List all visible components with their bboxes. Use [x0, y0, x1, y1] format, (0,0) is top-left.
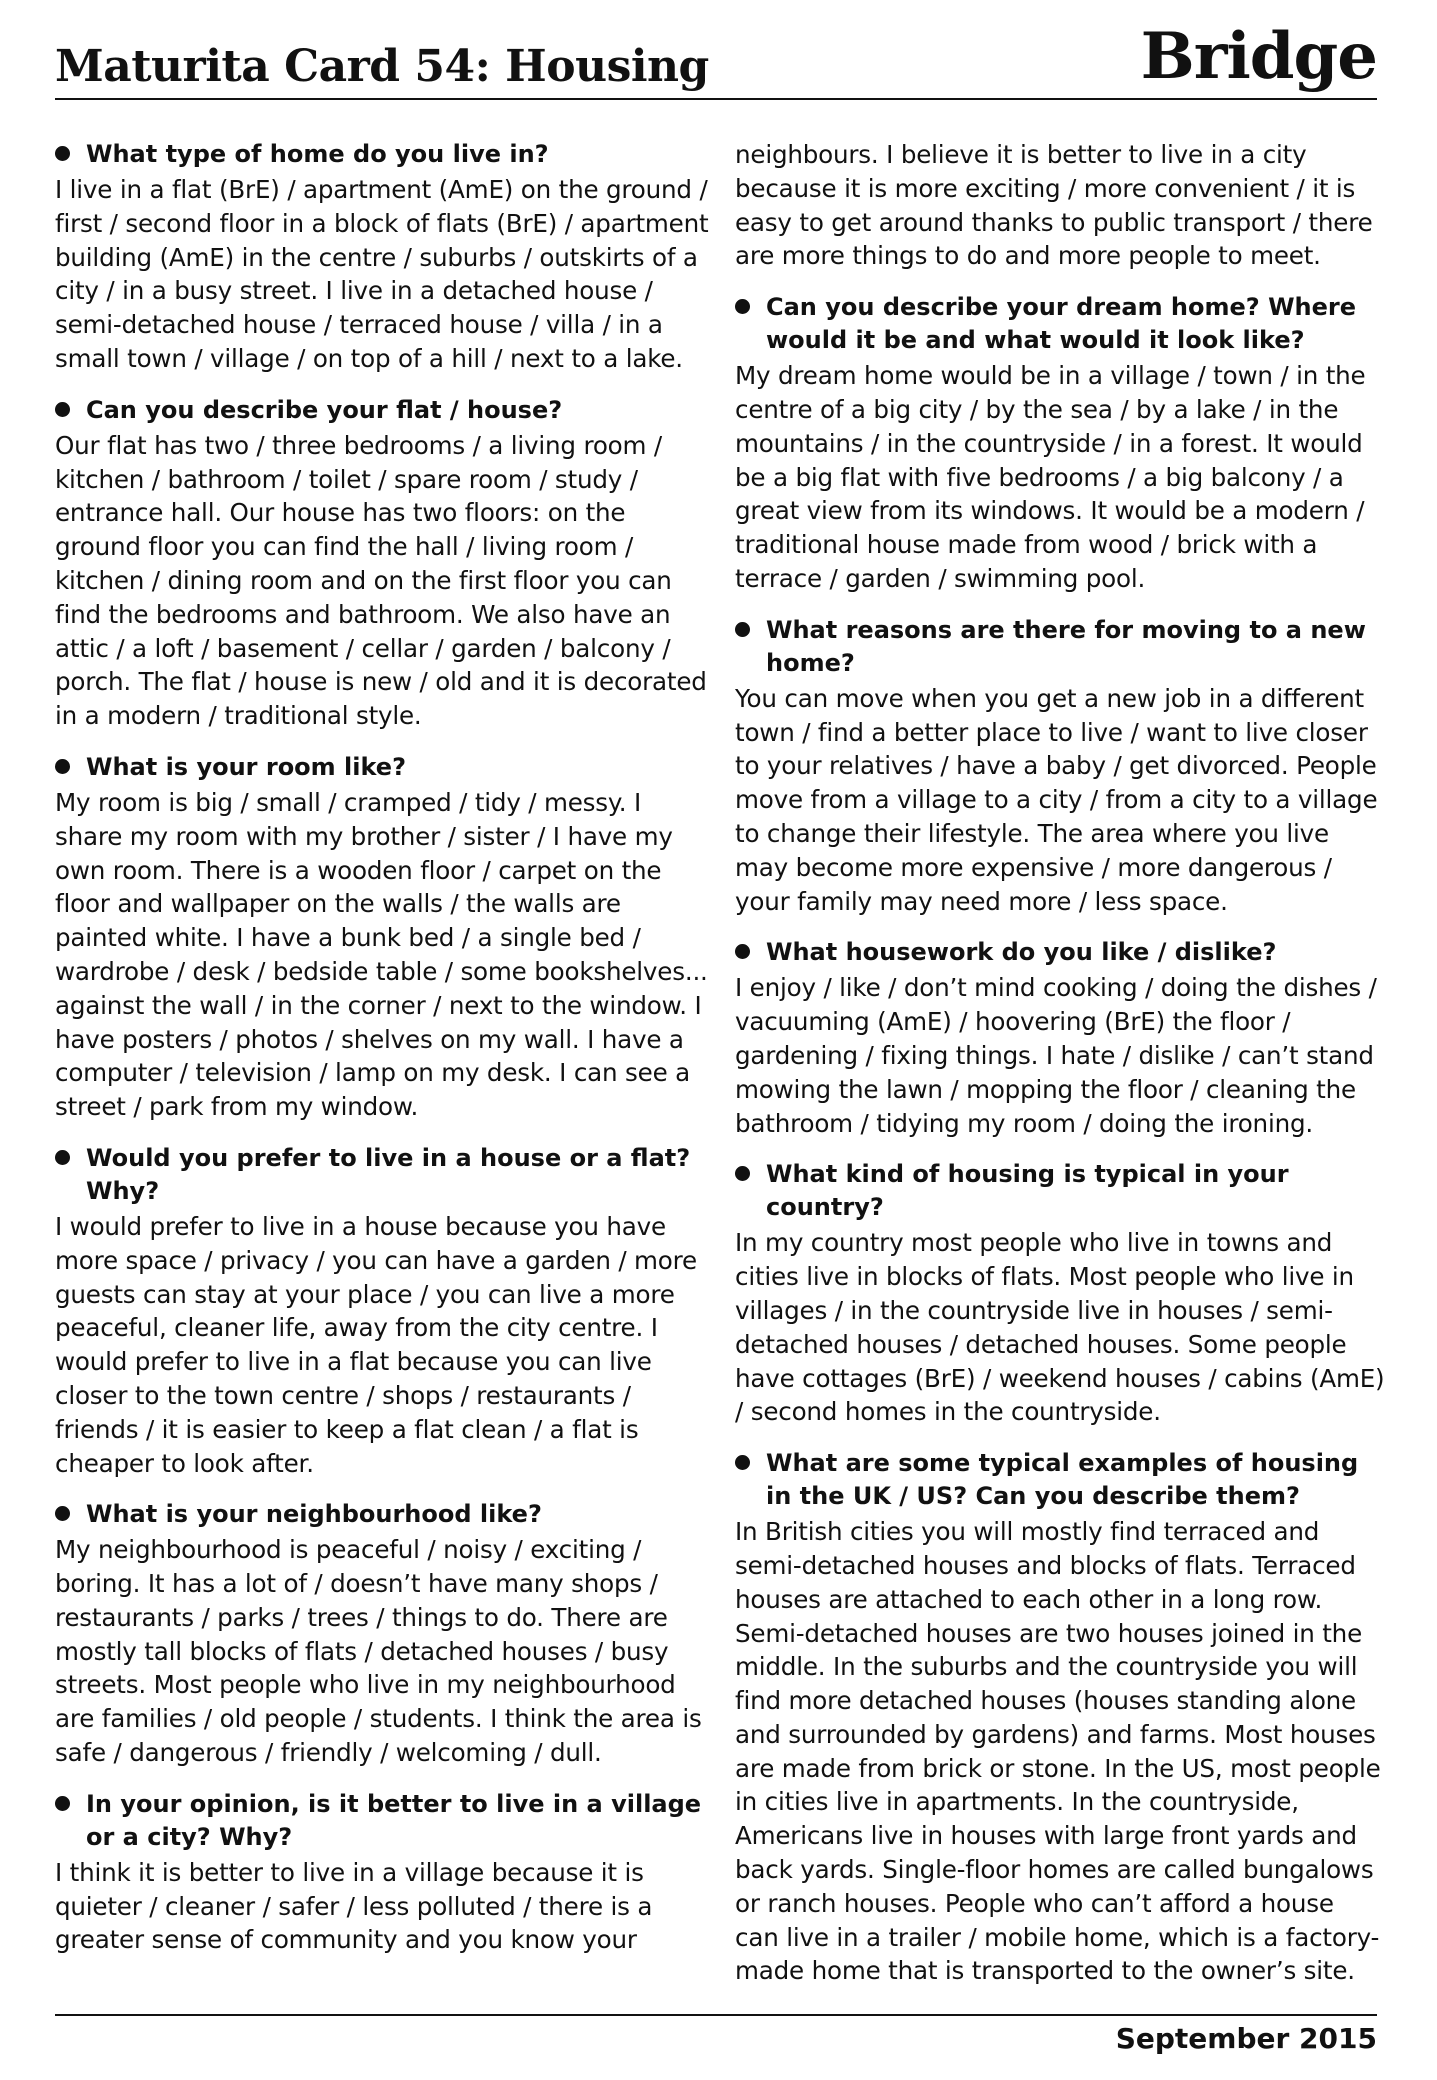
answer-describe-home: Our flat has two / three bedrooms / a living room / kitchen / bathroom / toilet / spare room / study / entrance hall. Our house has two floors: on the ground floor you can find the hall / living room / kitchen / dining room and on the first floor you can find the bedrooms and bathroom. We also have an attic / a loft / basement / cellar / garden / balcony / porch. The flat / house is new / old and it is decorated in a modern / traditional style.: [55, 430, 707, 731]
question-dream-home: Can you describe your dream home? Where would it be and what would it look like?: [735, 291, 1385, 357]
question-uk-us-housing: What are some typical examples of housing in the UK / US? Can you describe them?: [735, 1447, 1385, 1513]
footer-divider: [55, 2014, 1377, 2016]
answer-neighbourhood: My neighbourhood is peaceful / noisy / exciting / boring. It has a lot of / doesn’t have many shops / restaurants / parks / trees / things to do. There are mostly tall blocks of flats / detached houses / busy streets. Most people who live in my neighbourhood are families / old people / students. I think the area is safe / dangerous / friendly / welcoming / dull.: [55, 1535, 702, 1768]
left-column: [55, 138, 715, 1975]
brand-logo: Bridge: [1140, 19, 1377, 94]
question-village-or-city: In your opinion, is it better to live in a village or a city? Why?: [55, 1788, 715, 1854]
question-housework: What housework do you like / dislike?: [735, 936, 1385, 969]
question-moving: What reasons are there for moving to a new home?: [735, 614, 1385, 680]
question-room: What is your room like?: [55, 751, 715, 784]
answer-uk-us-housing: In British cities you will mostly find terraced and semi-detached houses and blocks of flats. Terraced houses are attached to each other in a long row. Semi-detached houses are two houses joined in the middle. In the suburbs and the countryside you will find more detached houses (houses standing alone and surrounded by gardens) and farms. Most houses are made from brick or stone. In the US, most people in cities live in apartments. In the countryside, Americans live in houses with large front yards and back yards. Single-floor homes are called bungalows or ranch houses. People who can’t afford a house can live in a trailer / mobile home, which is a factory-made home that is transported to the owner’s site.: [735, 1517, 1381, 1986]
answer-housework: I enjoy / like / don’t mind cooking / doing the dishes / vacuuming (AmE) / hoovering (BrE) the floor / gardening / fixing things. I hate / dislike / can’t stand mowing the lawn / mopping the floor / cleaning the bathroom / tidying my room / doing the ironing.: [735, 973, 1377, 1138]
answer-house-or-flat: I would prefer to live in a house because you have more space / privacy / you can have a garden / more guests can stay at your place / you can live a more peaceful, cleaner life, away from the city centre. I would prefer to live in a flat because you can live closer to the town centre / shops / restaurants / friends / it is easier to keep a flat clean / a flat is cheaper to look after.: [55, 1211, 697, 1478]
question-neighbourhood: What is your neighbourhood like?: [55, 1498, 715, 1531]
answer-village-or-city: I think it is better to live in a village because it is quieter / cleaner / safer / less polluted / there is a greater sense of community and you know your: [55, 1857, 653, 1955]
question-house-or-flat: Would you prefer to live in a house or a flat? Why?: [55, 1142, 715, 1208]
question-home-type: What type of home do you live in?: [55, 138, 715, 171]
answer-room: My room is big / small / cramped / tidy / messy. I share my room with my brother / sister / I have my own room. There is a wooden floor / carpet on the floor and wallpaper on the walls / the walls are painted white. I have a bunk bed / a single bed / wardrobe / desk / bedside table / some bookshelves... against the wall / in the corner / next to the window. I have posters / photos / shelves on my wall. I have a computer / television / lamp on my desk. I can see a street / park from my window.: [55, 787, 708, 1122]
answer-home-type: I live in a flat (BrE) / apartment (AmE) on the ground / first / second floor in a block of flats (BrE) / apartment building (AmE) in the centre / suburbs / outskirts of a city / in a busy street. I live in a detached house / semi-detached house / terraced house / villa / in a small town / village / on top of a hill / next to a lake.: [55, 175, 709, 373]
answer-village-or-city-continued: neighbours. I believe it is better to live in a city because it is more exciting / more convenient / it is easy to get around thanks to public transport / there are more things to do and more people to meet.: [735, 140, 1373, 271]
answer-moving: You can move when you get a new job in a different town / find a better place to live / want to live closer to your relatives / have a baby / get divorced. People move from a village to a city / from a city to a village to change their lifestyle. The area where you live may become more expensive / more dangerous / your family may need more / less space.: [735, 683, 1378, 916]
answer-dream-home: My dream home would be in a village / town / in the centre of a big city / by the sea / by a lake / in the mountains / in the countryside / in a forest. It would be a big flat with five bedrooms / a big balcony / a great view from its windows. It would be a modern / traditional house made from wood / brick with a terrace / garden / swimming pool.: [735, 361, 1366, 593]
issue-date: September 2015: [1115, 2022, 1377, 2055]
page-title: Maturita Card 54: Housing: [55, 41, 709, 92]
header: [55, 19, 1377, 100]
question-typical-housing: What kind of housing is typical in your country?: [735, 1158, 1385, 1224]
right-column: [735, 138, 1385, 2006]
answer-typical-housing: In my country most people who live in towns and cities live in blocks of flats. Most people who live in villages / in the countryside live in houses / semi-detached houses / detached houses. Some people have cottages (BrE) / weekend houses / cabins (AmE) / second homes in the countryside.: [735, 1228, 1385, 1427]
question-describe-home: Can you describe your flat / house?: [55, 394, 715, 427]
